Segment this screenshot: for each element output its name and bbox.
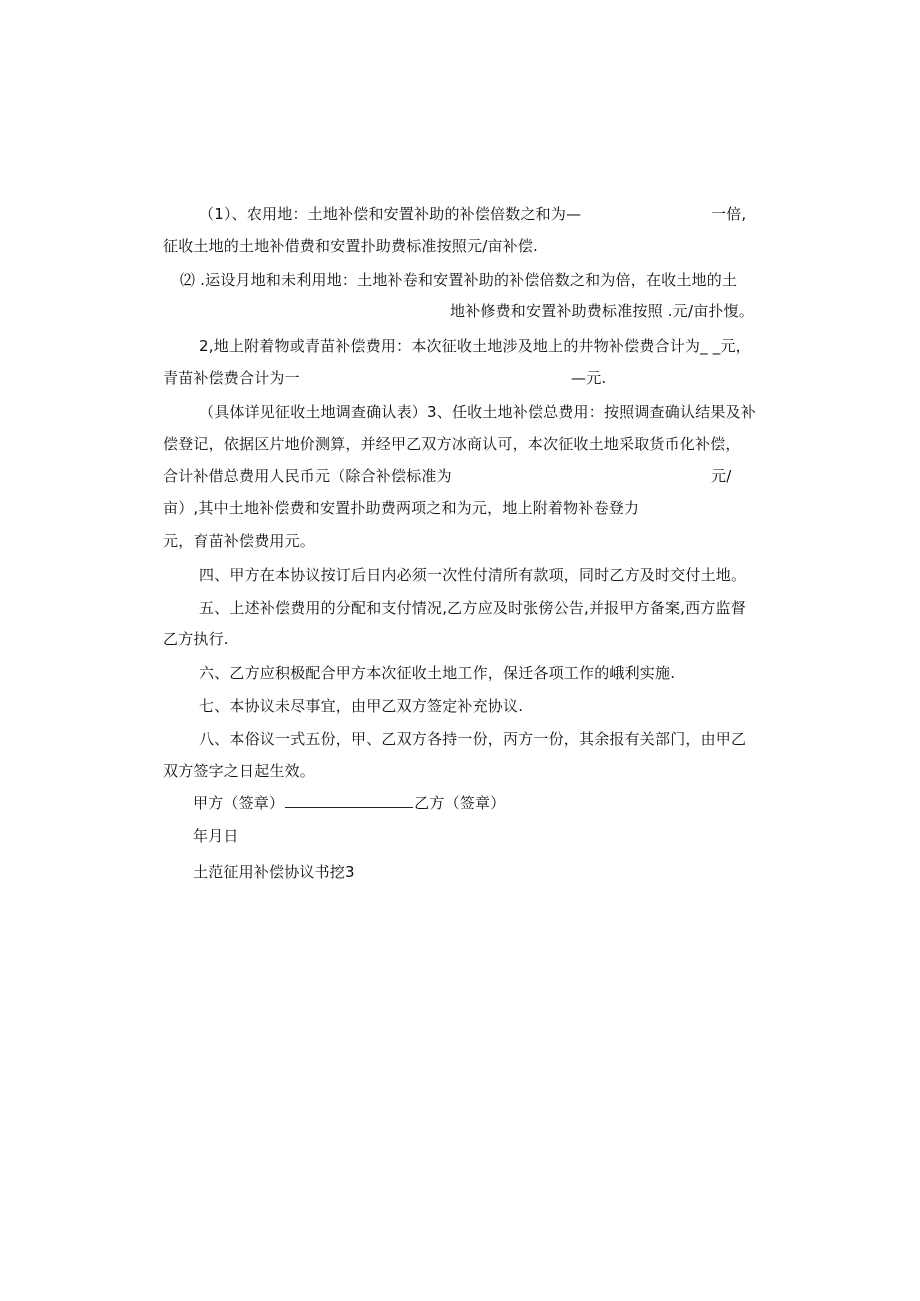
signature-line	[193, 793, 505, 813]
clause-2-line-1: ⑵ .运设月地和未利用地：土地补卷和安置补助的补偿倍数之和为倍，在收土地的土	[180, 271, 738, 289]
next-document-title: 土范征用补偿协议书挖3	[193, 863, 355, 881]
date-line: 年月日	[193, 827, 239, 845]
total-fee-line-3b: 元/	[711, 467, 732, 485]
attachment-line-2a: 青苗补偿费合计为一	[163, 369, 300, 387]
attachment-line-1: 2,地上附着物或青苗补偿费用：本次征收土地涉及地上的井物补偿费合计为_ _元，	[199, 337, 751, 355]
clause-1-line-1b: 一倍,	[711, 205, 747, 223]
article-8-line-1: 八、本俗议一式五份，甲、乙双方各持一份，丙方一份，其余报有关部门，由甲乙	[199, 730, 747, 748]
total-fee-line-5: 元，育苗补偿费用元。	[163, 532, 316, 550]
clause-2-line-2: 地补修费和安置补助费标准按照 .元/亩扑愎。	[450, 302, 754, 320]
total-fee-line-2: 偿登记，依据区片地价测算，并经甲乙双方冰商认可，本次征收土地采取货币化补偿，	[163, 435, 741, 453]
total-fee-line-3a: 合计补借总费用人民币元（除合补偿标准为	[163, 467, 452, 485]
article-5-line-2: 乙方执行.	[163, 630, 229, 648]
article-7: 七、本协议未尽事宜，由甲乙双方签定补充协议.	[199, 697, 524, 715]
article-8-line-2: 双方签字之日起生效。	[163, 762, 316, 780]
attachment-line-2b: —元.	[571, 369, 607, 387]
signature-blank	[285, 793, 413, 808]
article-5-line-1: 五、上述补偿费用的分配和支付情况,乙方应及时张傍公告,并报甲方备案,西方监督	[199, 599, 746, 617]
clause-1-line-1a: （1）、农用地：土地补偿和安置补助的补偿倍数之和为—	[199, 205, 582, 223]
party-a-signature-label: 甲方（签章）	[193, 794, 285, 812]
total-fee-line-4: 亩）,其中土地补偿费和安置扑助费两项之和为元，地上附着物补卷登力	[163, 499, 640, 517]
article-4: 四、甲方在本协议按订后日内必须一次性付清所有款项，同时乙方及时交付土地。	[199, 566, 747, 584]
party-b-signature-label: 乙方（签章）	[414, 794, 506, 812]
total-fee-line-1: （具体详见征收土地调查确认表）3、任收土地补偿总费用：按照调查确认结果及补	[199, 403, 756, 421]
article-6: 六、乙方应积极配合甲方本次征收土地工作，保迁各项工作的峨利实施.	[199, 664, 676, 682]
clause-1-line-2: 征收土地的土地补借费和安置扑助费标准按照元/亩补偿.	[163, 237, 539, 255]
